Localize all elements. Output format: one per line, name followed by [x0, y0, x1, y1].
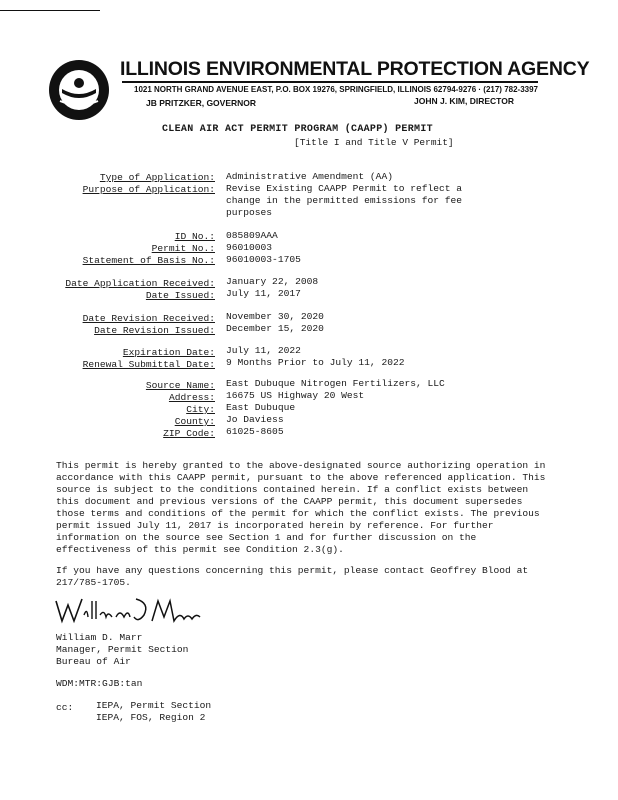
label-statement-of-basis-no: Statement of Basis No.: [82, 255, 215, 266]
label-type-of-application: Type of Application: [99, 172, 215, 183]
label-city: City: [186, 404, 215, 415]
body-line-5: those terms and conditions of the permit for which the conflict exists. The previous [56, 508, 540, 519]
value-renewal-submittal-date: 9 Months Prior to July 11, 2022 [226, 357, 405, 368]
document-title: CLEAN AIR ACT PERMIT PROGRAM (CAAPP) PERMIT [162, 124, 433, 135]
governor-line: JB PRITZKER, GOVERNOR [146, 98, 257, 108]
signatory-title: Manager, Permit Section [56, 644, 189, 655]
body-line-7: information on the source see Section 1 and for further discussion on the [56, 532, 477, 543]
body-line-3: source is subject to the conditions contained herein. If a conflict exists between [56, 484, 529, 495]
contact-line-1: If you have any questions concerning this permit, please contact Geoffrey Blood at [56, 565, 529, 576]
label-purpose-of-application: Purpose of Application: [82, 184, 215, 195]
agency-name: ILLINOIS ENVIRONMENTAL PROTECTION AGENCY [120, 58, 590, 80]
label-date-revision-received: Date Revision Received: [82, 313, 215, 324]
signatory-bureau: Bureau of Air [56, 656, 131, 667]
label-renewal-submittal-date: Renewal Submittal Date: [82, 359, 215, 370]
value-purpose-line-3: purposes [226, 207, 273, 218]
body-line-2: accordance with this CAAPP permit, pursuant to the above referenced application. This [56, 472, 546, 483]
label-date-revision-issued: Date Revision Issued: [94, 325, 215, 336]
body-line-1: This permit is hereby granted to the above-designated source authorizing operation in [56, 460, 546, 471]
cc-recipient-2: IEPA, FOS, Region 2 [96, 712, 206, 723]
value-type-of-application: Administrative Amendment (AA) [226, 171, 393, 182]
value-expiration-date: July 11, 2022 [226, 345, 301, 356]
value-date-revision-received: November 30, 2020 [226, 311, 324, 322]
value-purpose-line-1: Revise Existing CAAPP Permit to reflect a [226, 183, 463, 194]
value-permit-no: 96010003 [226, 242, 273, 253]
label-source-name: Source Name: [145, 380, 215, 391]
value-id-no: 085809AAA [226, 230, 278, 241]
illinois-epa-seal-icon [48, 59, 110, 121]
value-date-application-received: January 22, 2008 [226, 276, 319, 287]
signatory-name: William D. Marr [56, 632, 143, 643]
label-date-application-received: Date Application Received: [65, 278, 215, 289]
value-source-name: East Dubuque Nitrogen Fertilizers, LLC [226, 378, 445, 389]
contact-line-2: 217/785-1705. [56, 577, 131, 588]
value-date-revision-issued: December 15, 2020 [226, 323, 324, 334]
value-zip-code: 61025-8605 [226, 426, 284, 437]
cc-label: cc: [56, 702, 74, 713]
value-county: Jo Daviess [226, 414, 284, 425]
letterhead-rule [122, 81, 538, 83]
label-id-no: ID No.: [174, 231, 215, 242]
value-address: 16675 US Highway 20 West [226, 390, 365, 401]
value-statement-of-basis-no: 96010003-1705 [226, 254, 301, 265]
document-subtitle: [Title I and Title V Permit] [294, 137, 454, 148]
body-line-8: effectiveness of this permit see Condition 2.3(g). [56, 544, 344, 555]
label-date-issued: Date Issued: [145, 290, 215, 301]
value-purpose-line-2: change in the permitted emissions for fee [226, 195, 463, 206]
label-address: Address: [168, 392, 215, 403]
label-permit-no: Permit No.: [151, 243, 215, 254]
label-county: County: [174, 416, 215, 427]
body-line-4: this document and previous versions of the CAAPP permit, this document supersedes [56, 496, 523, 507]
cc-recipient-1: IEPA, Permit Section [96, 700, 212, 711]
reference-initials: WDM:MTR:GJB:tan [56, 678, 143, 689]
top-margin-rule [0, 10, 100, 11]
value-date-issued: July 11, 2017 [226, 288, 301, 299]
label-expiration-date: Expiration Date: [122, 347, 215, 358]
director-line: JOHN J. KIM, DIRECTOR [414, 96, 514, 106]
agency-address: 1021 NORTH GRAND AVENUE EAST, P.O. BOX 19276, SPRINGFIELD, ILLINOIS 62794-9276 · (217) 782-3397 [134, 85, 538, 94]
body-line-6: permit issued July 11, 2017 is incorporated herein by reference. For further [56, 520, 494, 531]
handwritten-signature [54, 595, 202, 627]
value-city: East Dubuque [226, 402, 296, 413]
label-zip-code: ZIP Code: [163, 428, 215, 439]
